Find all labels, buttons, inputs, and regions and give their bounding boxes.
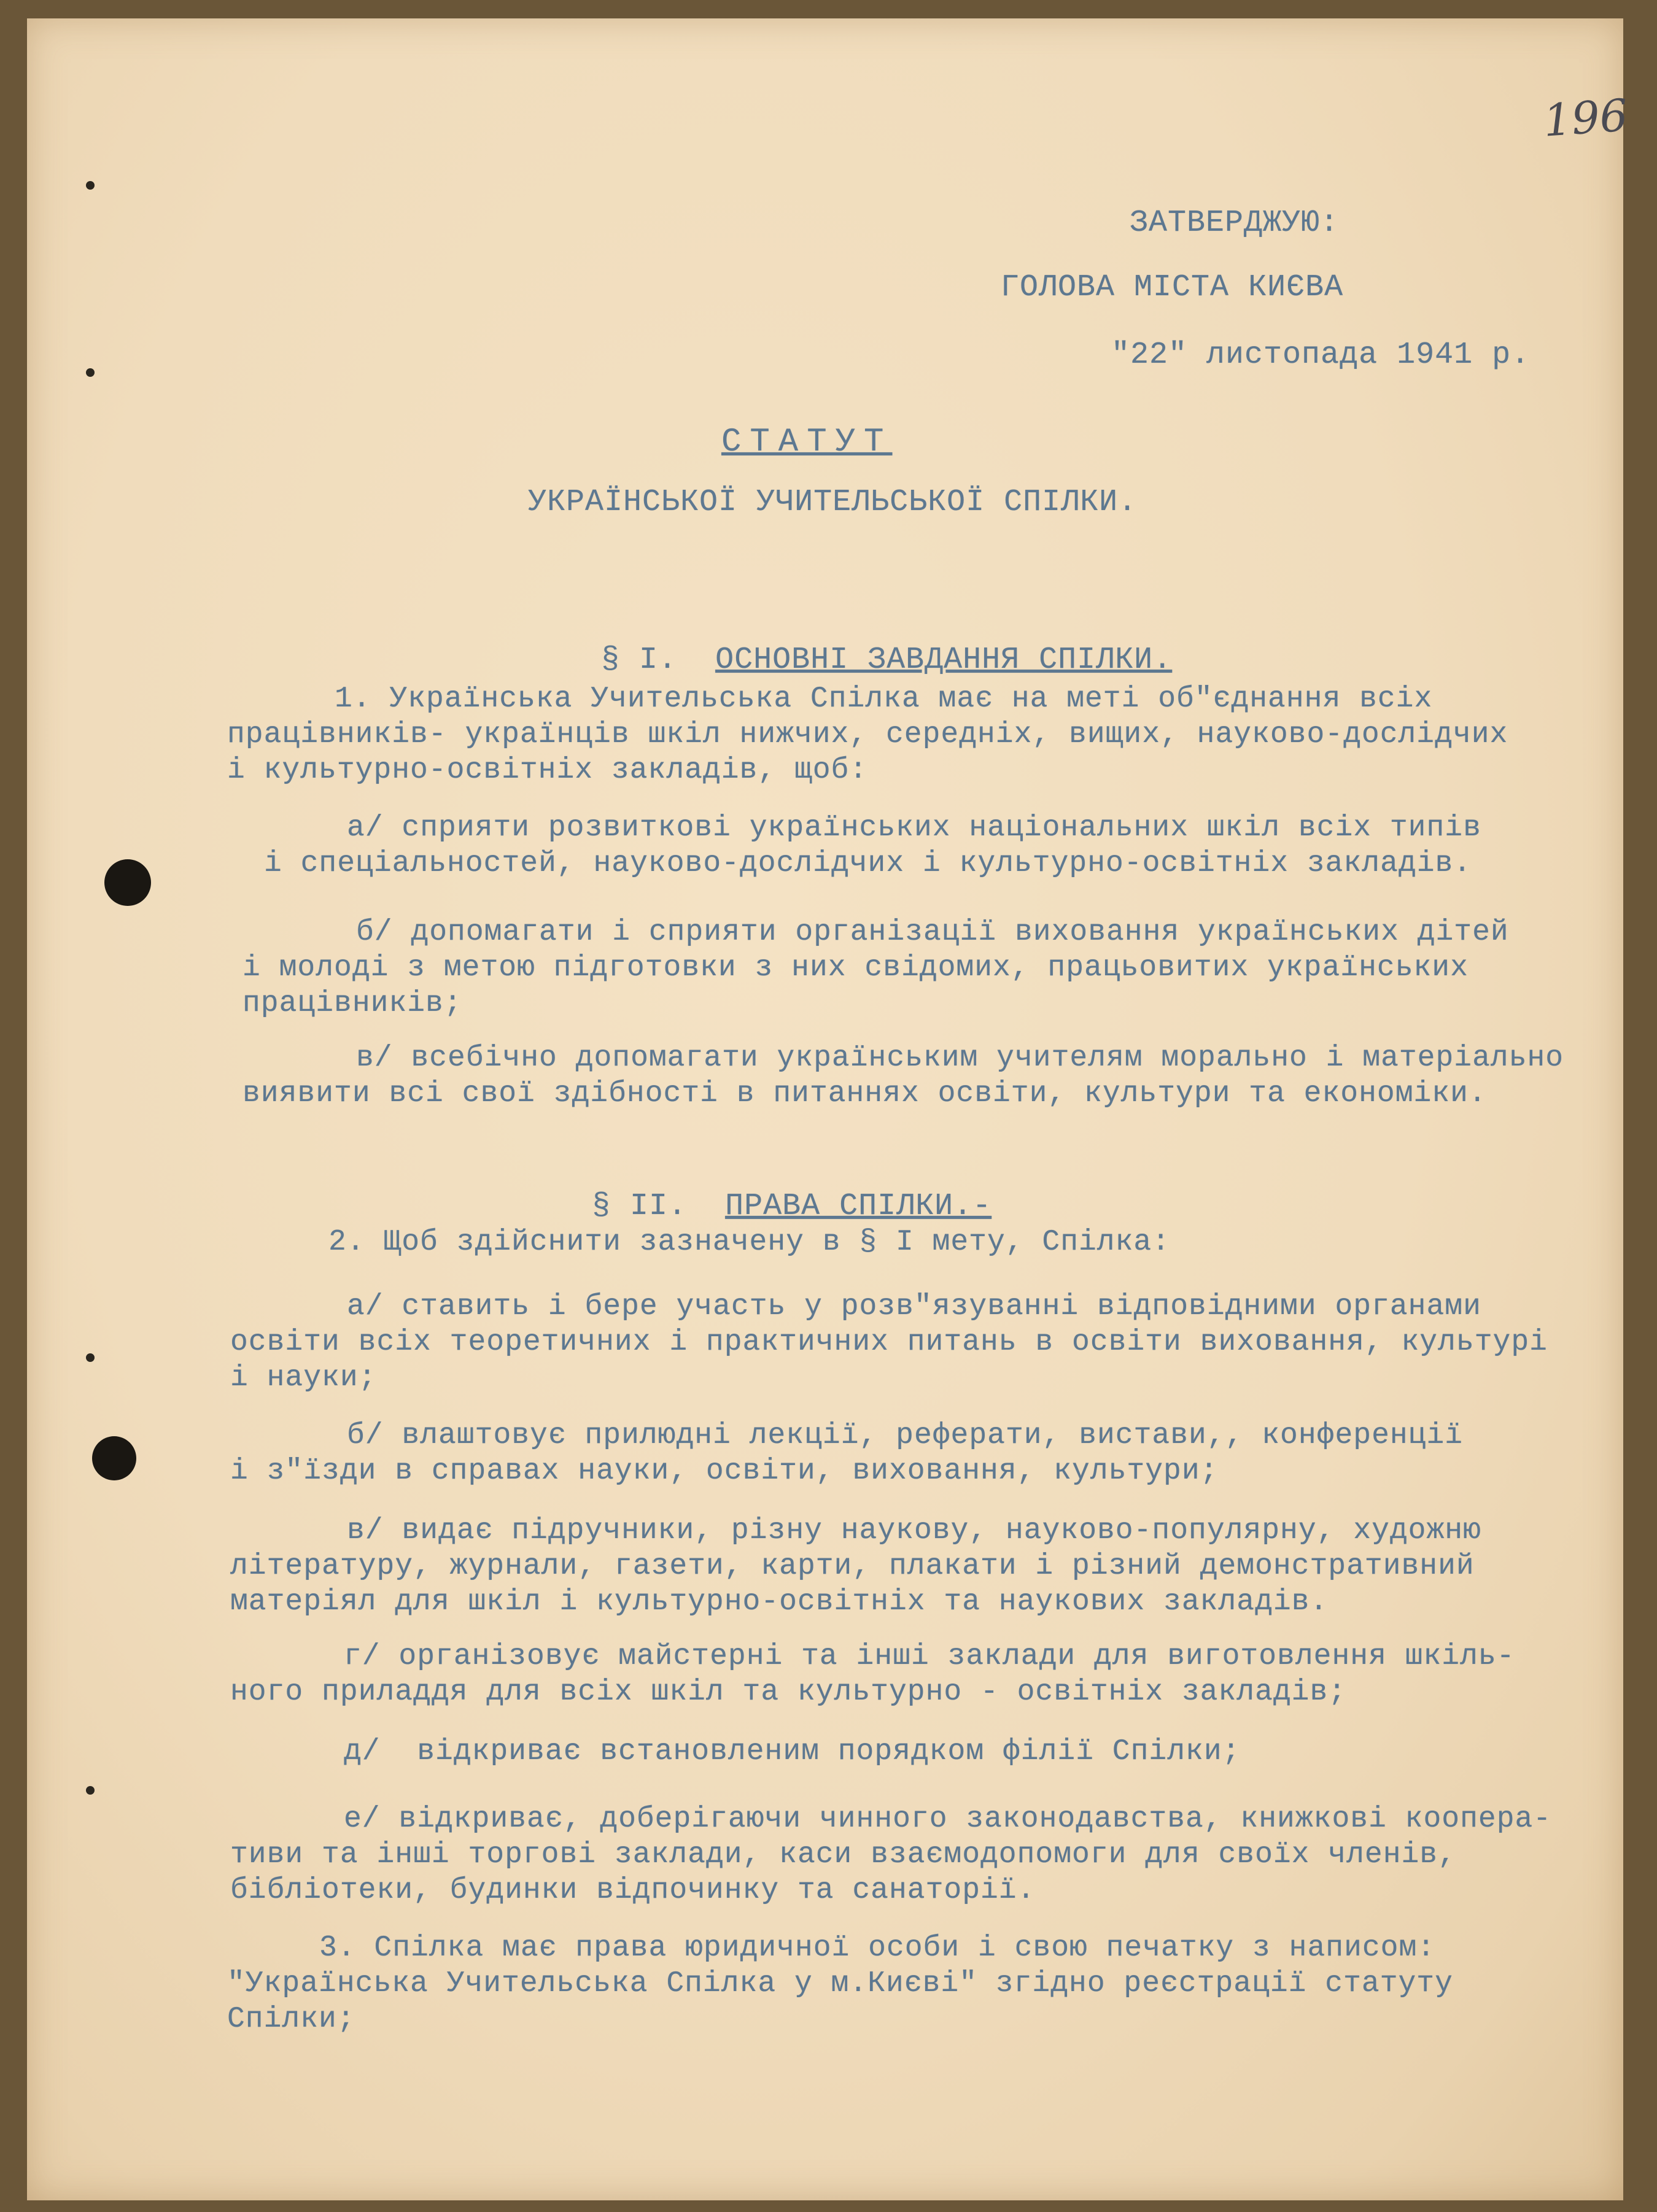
paragraph-line: матеріял для шкіл і культурно-освітніх та наукових закладів. (230, 1585, 1329, 1618)
paragraph-line: і спеціальностей, науково-дослідчих і культурно-освітніх закладів. (264, 847, 1472, 880)
paragraph-line: освіти всіх теоретичних і практичних питань в освіти виховання, культурі (230, 1326, 1548, 1359)
paragraph-line: 1. Українська Учительська Спілка має на меті об"єднання всіх (335, 683, 1433, 716)
approval-line-2: ГОЛОВА МІСТА КИЄВА (1001, 270, 1344, 305)
paragraph-line: б/ влаштовує прилюдні лекції, реферати, вистави,, конференції (347, 1419, 1464, 1452)
paragraph-line: і з"їзди в справах науки, освіти, виховання, культури; (230, 1455, 1219, 1488)
paragraph-line: і молоді з метою підготовки з них свідомих, працьовитих українських (243, 951, 1469, 984)
document-title: СТАТУТ (721, 423, 893, 461)
section-title: ПРАВА СПІЛКИ.- (725, 1189, 992, 1224)
paragraph-line: тиви та інші торгові заклади, каси взаємодопомоги для своїх членів, (230, 1838, 1456, 1871)
staple-mark (86, 1353, 95, 1362)
approval-line-1: ЗАТВЕРДЖУЮ: (1130, 206, 1340, 241)
punch-hole (104, 859, 151, 906)
paragraph-line: в/ видає підручники, різну наукову, науково-популярну, художню (347, 1514, 1481, 1547)
paragraph-line: і науки; (230, 1361, 377, 1394)
paragraph-line: ного приладдя для всіх шкіл та культурно - освітніх закладів; (230, 1676, 1347, 1709)
staple-mark (86, 368, 95, 377)
paragraph-line: б/ допомагати і сприяти організації виховання українських дітей (356, 916, 1509, 949)
staple-mark (86, 181, 95, 190)
paragraph-line: д/ відкриває встановленим порядком філії Спілки; (344, 1735, 1241, 1768)
paragraph-line: працівників; (243, 987, 462, 1020)
paragraph-line: і культурно-освітніх закладів, щоб: (227, 754, 868, 787)
folio-number: 196 (1542, 89, 1630, 147)
approval-line-3: "22" листопада 1941 р. (1111, 338, 1531, 373)
section-number: § II. (592, 1189, 688, 1224)
section-number: § I. (601, 643, 678, 678)
paragraph-line: бібліотеки, будинки відпочинку та санаторії. (230, 1874, 1036, 1907)
paragraph-line: "Українська Учительська Спілка у м.Києві" згідно реєстрації статуту (227, 1967, 1453, 2000)
paragraph-line: Спілки; (227, 2003, 355, 2036)
paragraph-line: е/ відкриває, доберігаючи чинного законодавства, книжкові коопера- (344, 1803, 1552, 1836)
paragraph-line: а/ ставить і бере участь у розв"язуванні відповідними органами (347, 1290, 1481, 1323)
paragraph-line: а/ сприяти розвиткові українських національних шкіл всіх типів (347, 811, 1481, 845)
paragraph-line: 2. Щоб здійснити зазначену в § I мету, Спілка: (328, 1226, 1171, 1259)
document-subtitle: УКРАЇНСЬКОЇ УЧИТЕЛЬСЬКОЇ СПІЛКИ. (528, 485, 1138, 520)
punch-hole (92, 1436, 136, 1480)
paragraph-line: в/ всебічно допомагати українським учителям морально і матеріально (356, 1042, 1564, 1075)
paragraph-line: 3. Спілка має права юридичної особи і свою печатку з написом: (319, 1932, 1436, 1965)
paragraph-line: працівників- українців шкіл нижчих, середніх, вищих, науково-дослідчих (227, 718, 1508, 751)
staple-mark (86, 1786, 95, 1795)
section-title: ОСНОВНІ ЗАВДАННЯ СПІЛКИ. (715, 643, 1173, 678)
paragraph-line: літературу, журнали, газети, карти, плакати і різний демонстративний (230, 1550, 1475, 1583)
paragraph-line: виявити всі свої здібності в питаннях освіти, культури та економіки. (243, 1077, 1487, 1110)
paragraph-line: г/ організовує майстерні та інші заклади для виготовлення шкіль- (344, 1640, 1515, 1673)
